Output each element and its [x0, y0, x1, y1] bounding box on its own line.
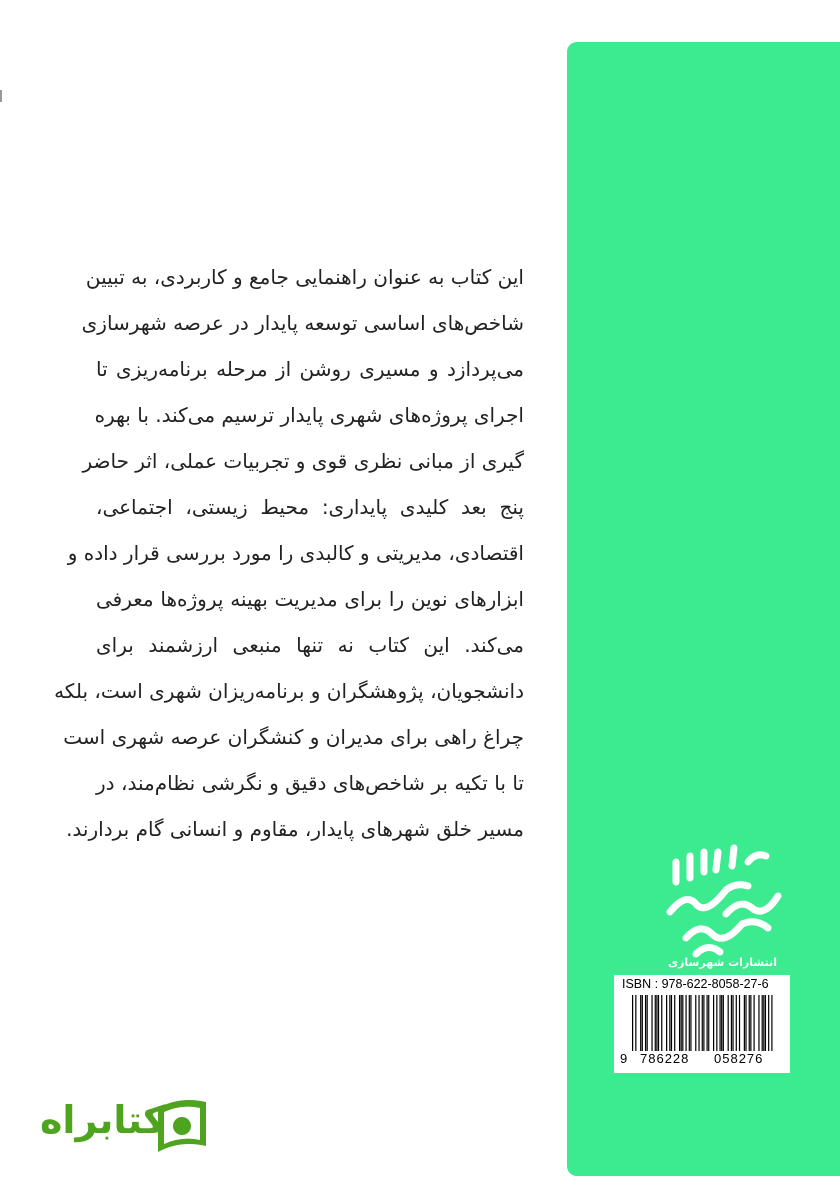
description-line: شاخص‌های اساسی توسعه پایدار در عرصه شهرسازی [81, 311, 524, 335]
description-line: چراغ راهی برای مدیران و کنشگران عرصه شهری است [63, 725, 524, 749]
barcode-first-digit: 9 [620, 1051, 628, 1066]
publisher-logo-icon [656, 842, 788, 962]
description-line: پنج بعد کلیدی پایداری: محیط زیستی، اجتماعی، [96, 495, 524, 519]
description-line: تا با تکیه بر شاخص‌های دقیق و نگرشی نظام‌مند، در [96, 771, 524, 795]
description-line: اجرای پروژه‌های شهری پایدار ترسیم می‌کند. با بهره [94, 403, 524, 427]
isbn-number: ISBN : 978-622-8058-27-6 [622, 977, 769, 991]
barcode-left-group: 786228 [640, 1051, 690, 1066]
book-description [54, 254, 524, 852]
barcode-bars [632, 995, 774, 1053]
description-line: می‌کند. این کتاب نه تنها منبعی ارزشمند برای [96, 633, 524, 657]
description-line: این کتاب به عنوان راهنمایی جامع و کاربردی، به تبیین [85, 265, 524, 289]
description-line: مسیر خلق شهرهای پایدار، مقاوم و انسانی گام بردارند. [66, 817, 524, 841]
description-line: گیری از مبانی نظری قوی و تجربیات عملی، اثر حاضر [82, 449, 524, 473]
store-name: کتابراه [40, 1098, 166, 1142]
description-line: می‌پردازد و مسیری روشن از مرحله برنامه‌ریزی تا [96, 357, 524, 381]
page-edge-mark [0, 90, 2, 102]
isbn-barcode [614, 975, 790, 1073]
description-line: اقتصادی، مدیریتی و کالبدی را مورد بررسی قرار داده و [67, 541, 524, 565]
description-line: دانشجویان، پژوهشگران و برنامه‌ریزان شهری است، بلکه [54, 679, 524, 703]
description-line: ابزارهای نوین را برای مدیریت بهینه پروژه‌ها معرفی [96, 587, 524, 611]
barcode-right-group: 058276 [714, 1051, 764, 1066]
publisher-name: انتشارات شهرسازی [668, 956, 777, 969]
